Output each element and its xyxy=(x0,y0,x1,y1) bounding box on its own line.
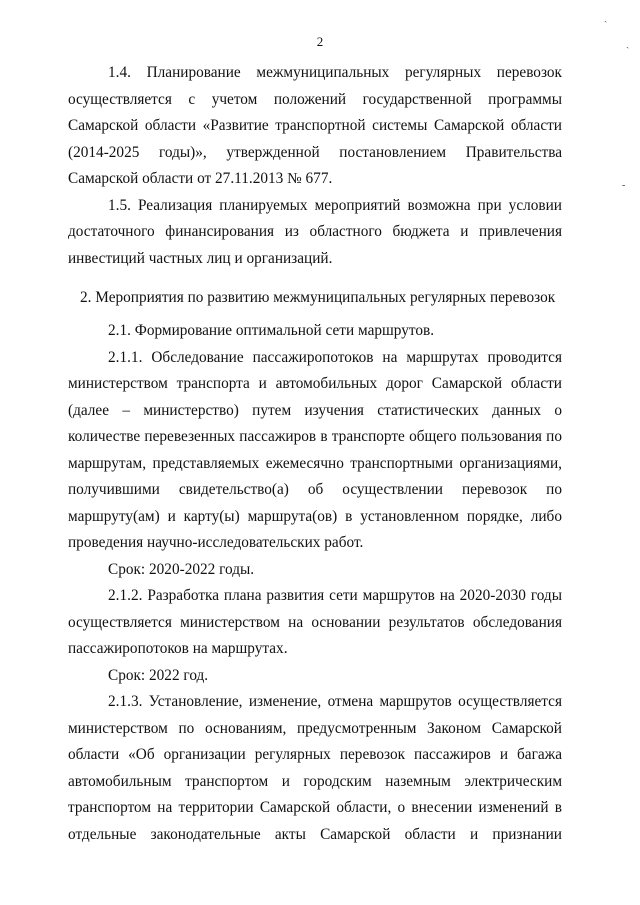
paragraph-block-2 xyxy=(68,318,562,848)
scan-mark: - xyxy=(622,180,626,191)
page-number: 2 xyxy=(316,34,324,49)
deadline-2: Срок: 2022 год. xyxy=(108,666,209,684)
paragraph-2-1-3: 2.1.3. Установление, изменение, отмена маршрутов осуществляется министерством по основаниям, предусмотренным Законом Самарской области «Об организации регулярных перевозок пассажиров и багажа автомобильным транспортом и городским наземным электрическим транспортом на территории Самарской области, о внесении изменений в отдельные законодательные акты Самарской области и признании xyxy=(68,693,562,843)
paragraph-1-5: 1.5. Реализация планируемых мероприятий возможна при условии достаточного финансирования из областного бюджета и привлечения инвестиций частных лиц и организаций. xyxy=(68,196,562,267)
paragraph-2-1: 2.1. Формирование оптимальной сети маршрутов. xyxy=(108,322,435,339)
paragraph-1-4: 1.4. Планирование межмуниципальных регулярных перевозок осуществляется с учетом положений государственной программы Самарской области «Развитие транспортной системы Самарской области (2014-2025 годы)», утвержденной постановлением Правительства Самарской области от 27.11.2013 № 677. xyxy=(68,64,562,187)
paragraph-2-1-2: 2.1.2. Разработка плана развития сети маршрутов на 2020-2030 годы осуществляется министерством на основании результатов обследования пассажиропотоков на маршрутах. xyxy=(68,587,562,657)
scan-mark: ˎ xyxy=(604,12,608,23)
scan-mark: ˎ xyxy=(626,38,630,49)
deadline-1: Срок: 2020-2022 годы. xyxy=(108,560,255,578)
paragraph-2-1-1: 2.1.1. Обследование пассажиропотоков на маршрутах проводится министерством транспорта и автомобильных дорог Самарской области (далее – министерство) путем изучения статистических данных о количестве перевезенных пассажиров в транспорте общего пользования по маршрутам, представляемых ежемесячно транспортными организациями, получившими свидетельство(а) об осуществлении перевозок по маршруту(ам) и карту(ы) маршрута(ов) в установленном порядке, либо проведения научно-исследовательских работ. xyxy=(68,348,562,551)
paragraph-block-1 xyxy=(68,60,562,272)
section-2-heading: 2. Мероприятия по развитию межмуниципальных регулярных перевозок xyxy=(80,289,556,306)
